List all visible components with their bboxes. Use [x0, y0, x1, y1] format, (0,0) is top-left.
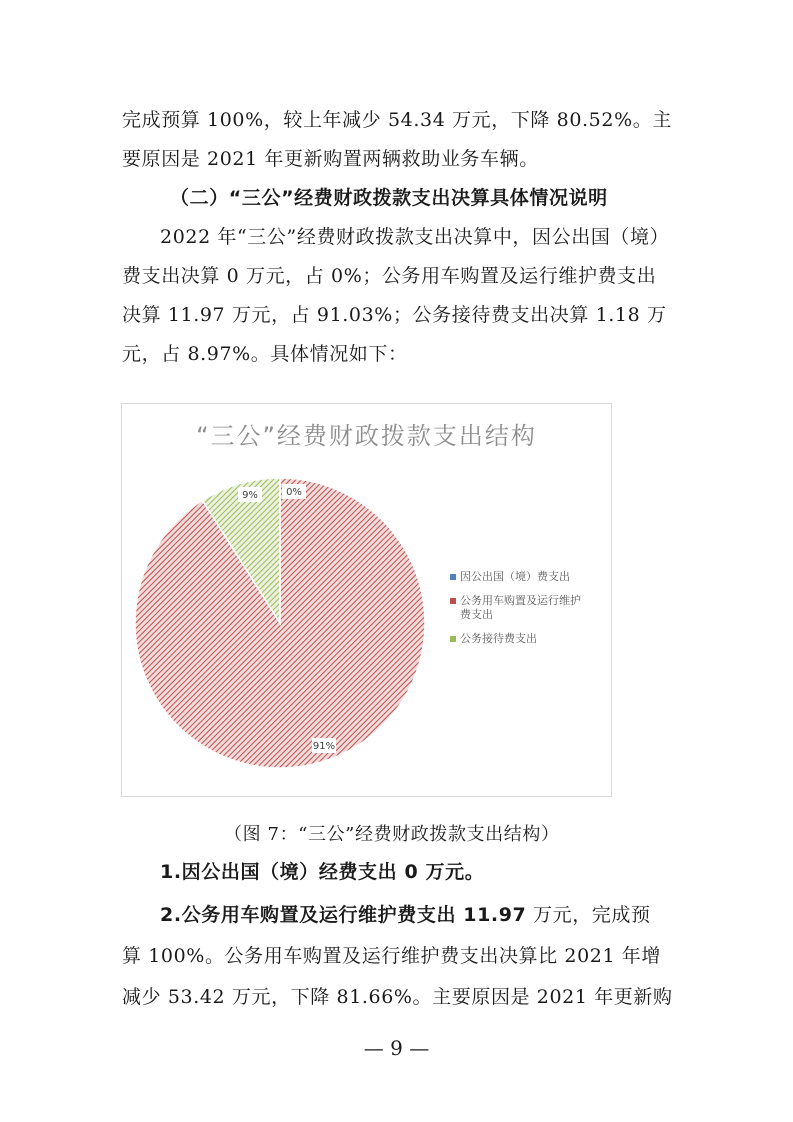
legend-swatch — [450, 636, 456, 642]
pie-data-label: 91% — [312, 741, 336, 752]
legend-item — [450, 632, 610, 646]
section-heading: （二）“三公”经费财政拨款支出决算具体情况说明 — [170, 187, 608, 209]
legend-item — [450, 570, 610, 584]
legend-label: 公务接待费支出 — [460, 632, 537, 645]
pie-data-label: 0% — [286, 487, 302, 498]
figure-caption: （图 7：“三公”经费财政拨款支出结构） — [224, 824, 560, 845]
chart-title: “三公”经费财政拨款支出结构 — [196, 422, 537, 450]
list-item: 1.因公出国（境）经费支出 0 万元。 — [160, 861, 485, 883]
pie-data-label: 9% — [242, 490, 258, 501]
legend-label: 公务用车购置及运行维护费支出 — [460, 594, 581, 621]
pie-chart — [121, 403, 612, 797]
legend-swatch — [450, 574, 456, 580]
list-item-bold: 2.公务用车购置及运行维护费支出 11.97 — [160, 904, 527, 926]
list-item-text: 万元，完成预 — [526, 904, 651, 926]
chart-legend — [450, 570, 610, 656]
paragraph-line: 算 100%。公务用车购置及运行维护费支出决算比 2021 年增 — [122, 945, 661, 967]
paragraph-line: 要原因是 2021 年更新购置两辆救助业务车辆。 — [122, 148, 539, 170]
legend-label: 因公出国（境）费支出 — [460, 570, 570, 583]
paragraph-line: 完成预算 100%，较上年减少 54.34 万元，下降 80.52%。主 — [122, 109, 672, 131]
paragraph-line: 费支出决算 0 万元，占 0%；公务用车购置及运行维护费支出 — [122, 265, 657, 287]
list-item — [160, 903, 651, 927]
paragraph-line: 2022 年“三公”经费财政拨款支出决算中，因公出国（境） — [160, 226, 670, 248]
legend-swatch — [450, 598, 456, 604]
legend-item — [450, 594, 610, 622]
paragraph-line: 元，占 8.97%。具体情况如下： — [122, 343, 408, 365]
page-number: — 9 — — [363, 1036, 430, 1060]
paragraph-line: 决算 11.97 万元，占 91.03%；公务接待费支出决算 1.18 万 — [122, 304, 667, 326]
paragraph-line: 减少 53.42 万元，下降 81.66%。主要原因是 2021 年更新购 — [122, 986, 673, 1008]
